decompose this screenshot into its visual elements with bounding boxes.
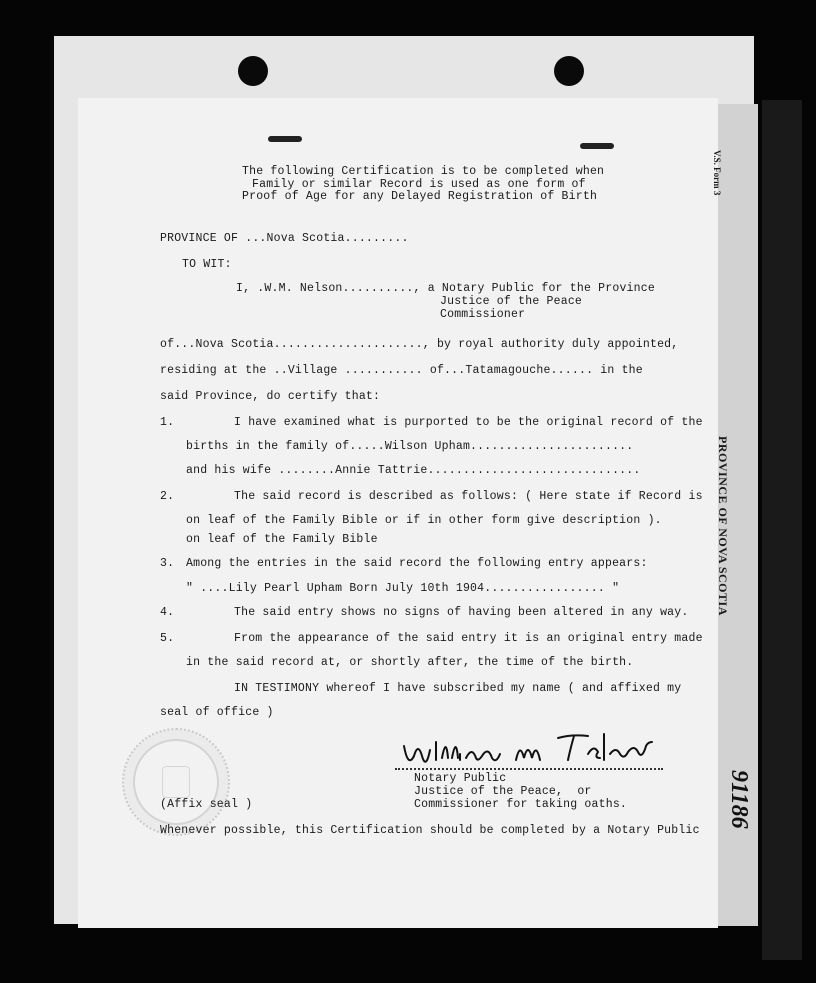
embossed-seal bbox=[122, 728, 230, 836]
punch-hole-left bbox=[238, 56, 268, 86]
certify-line: said Province, do certify that: bbox=[160, 390, 381, 403]
notary-line: I, .W.M. Nelson.........., a Notary Public for the Province bbox=[236, 282, 655, 295]
signature-title-3: Commissioner for taking oaths. bbox=[414, 798, 628, 811]
item-2-line-3: on leaf of the Family Bible bbox=[186, 533, 378, 546]
punch-hole-right bbox=[554, 56, 584, 86]
item-1-line-3: and his wife ........Annie Tattrie.............................. bbox=[186, 464, 641, 477]
item-4-line-1: The said entry shows no signs of having been altered in any way. bbox=[234, 606, 689, 619]
item-3-line-2: " ....Lily Pearl Upham Born July 10th 1904................. " bbox=[186, 582, 620, 595]
to-wit: TO WIT: bbox=[182, 258, 232, 271]
staple-mark-right bbox=[580, 143, 614, 149]
item-2-line-1: The said record is described as follows: ( Here state if Record is bbox=[234, 490, 703, 503]
item-1-line-1: I have examined what is purported to be the original record of the bbox=[234, 416, 703, 429]
background-dark-strip bbox=[762, 100, 802, 960]
residing-line: residing at the ..Village ........... of...Tatamagouche...... in the bbox=[160, 364, 643, 377]
notary-alt-commissioner: Commissioner bbox=[440, 308, 526, 321]
item-1-line-2: births in the family of.....Wilson Upham....................... bbox=[186, 440, 634, 453]
affix-seal-label: (Affix seal ) bbox=[160, 798, 253, 811]
item-number-4: 4. bbox=[160, 606, 175, 619]
side-province-label: PROVINCE OF NOVA SCOTIA bbox=[716, 436, 730, 616]
signature-title-2: Justice of the Peace, or bbox=[414, 785, 592, 798]
item-5-line-2: in the said record at, or shortly after, the time of the birth. bbox=[186, 656, 634, 669]
heading-line-1: The following Certification is to be completed when bbox=[242, 165, 605, 178]
of-line: of...Nova Scotia....................., by royal authority duly appointed, bbox=[160, 338, 679, 351]
item-2-line-2: on leaf of the Family Bible or if in other form give description ). bbox=[186, 514, 662, 527]
heading-line-3: Proof of Age for any Delayed Registration of Birth bbox=[242, 190, 598, 203]
item-3-line-1: Among the entries in the said record the following entry appears: bbox=[186, 557, 648, 570]
signature-title-1: Notary Public bbox=[414, 772, 507, 785]
notary-alt-justice: Justice of the Peace bbox=[440, 295, 583, 308]
heading-line-2: Family or similar Record is used as one form of bbox=[252, 178, 586, 191]
testimony-line-1: IN TESTIMONY whereof I have subscribed my name ( and affixed my bbox=[234, 682, 682, 695]
footer-note: Whenever possible, this Certification should be completed by a Notary Public bbox=[160, 824, 700, 837]
item-number-1: 1. bbox=[160, 416, 175, 429]
item-number-3: 3. bbox=[160, 557, 175, 570]
item-number-5: 5. bbox=[160, 632, 175, 645]
file-number: 91186 bbox=[726, 770, 752, 829]
item-number-2: 2. bbox=[160, 490, 175, 503]
staple-mark-left bbox=[268, 136, 302, 142]
item-5-line-1: From the appearance of the said entry it is an original entry made bbox=[234, 632, 703, 645]
signature-line bbox=[395, 768, 663, 770]
form-number-label: V.S. Form 3 bbox=[712, 150, 722, 196]
testimony-line-2: seal of office ) bbox=[160, 706, 274, 719]
province-line: PROVINCE OF ...Nova Scotia......... bbox=[160, 232, 409, 245]
